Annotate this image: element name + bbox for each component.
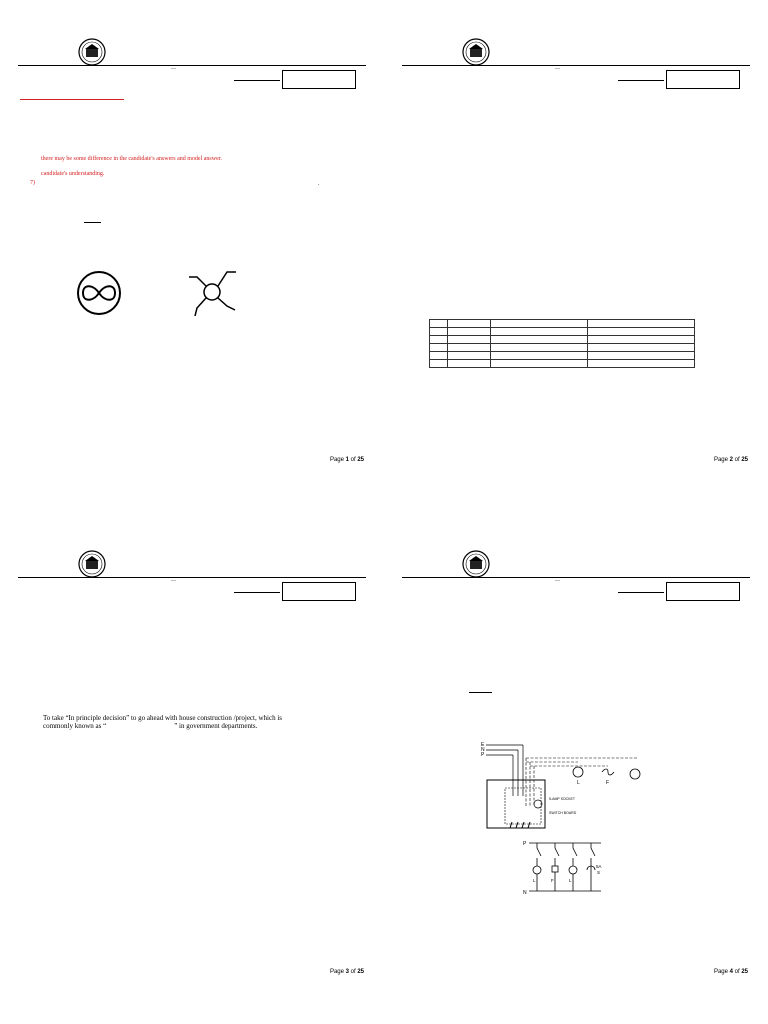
body-line-2: commonly known as “ ” in government departments. [43, 722, 258, 730]
header-rule [18, 577, 366, 578]
header-mark: — [555, 67, 560, 72]
lamp-outlet-symbol-icon [185, 266, 239, 318]
body-line-1: To take “In principle decision” to go ahead with house construction /project, which is [43, 714, 282, 722]
rail-label-n: N [481, 747, 485, 753]
header-underline [234, 80, 280, 81]
university-logo [462, 38, 490, 66]
header-rule [18, 65, 366, 66]
note-line-1: there may be some difference in the candidate's answers and model answer. [41, 156, 222, 162]
schematic-label-l2: L [569, 878, 572, 883]
subject-code-box [666, 70, 740, 89]
fan-label: F [606, 780, 610, 786]
lamp-label: L [577, 780, 580, 786]
page-footer: Page 2 of 25 [713, 457, 748, 463]
switch-board-label: SWITCH BOARD [549, 811, 577, 815]
university-logo [78, 550, 106, 578]
schematic-label-5a: 5A [596, 864, 602, 869]
socket-label: 5-AMP SOCKET [549, 797, 575, 801]
page-1 [0, 0, 384, 512]
page-3 [0, 512, 384, 1024]
neutral-label: N [523, 890, 527, 896]
subject-code-box [282, 582, 356, 601]
page-footer: Page 1 of 25 [329, 457, 364, 463]
page-footer: Page 3 of 25 [329, 969, 364, 975]
header-mark: — [171, 67, 176, 72]
page-footer: Page 4 of 25 [713, 969, 748, 975]
schematic-label-s: S [597, 870, 601, 875]
university-logo [462, 550, 490, 578]
infinity-symbol-icon [74, 270, 124, 316]
note-line-2: candidate's understanding. [41, 171, 105, 177]
subject-code-box [282, 70, 356, 89]
header-underline [234, 592, 280, 593]
short-underline [84, 222, 101, 223]
short-underline [469, 692, 492, 693]
header-mark: — [171, 579, 176, 584]
schematic-label-f: F [551, 878, 554, 883]
rail-label-e: E [481, 742, 485, 748]
empty-table [429, 319, 695, 368]
header-underline [618, 80, 664, 81]
university-logo [78, 38, 106, 66]
house-wiring-diagram [478, 736, 646, 836]
stray-dot: . [318, 181, 320, 187]
question-marker: 7) [30, 180, 35, 186]
phase-label: P [523, 841, 527, 847]
subject-code-box [666, 582, 740, 601]
page-2 [384, 0, 768, 512]
circuit-schematic [521, 838, 611, 896]
rail-label-p: P [481, 752, 485, 758]
header-rule [402, 65, 750, 66]
schematic-label-l1: L [533, 878, 536, 883]
red-underline [20, 99, 124, 100]
header-mark: — [555, 579, 560, 584]
page-4 [384, 512, 768, 1024]
header-underline [618, 592, 664, 593]
header-rule [402, 577, 750, 578]
